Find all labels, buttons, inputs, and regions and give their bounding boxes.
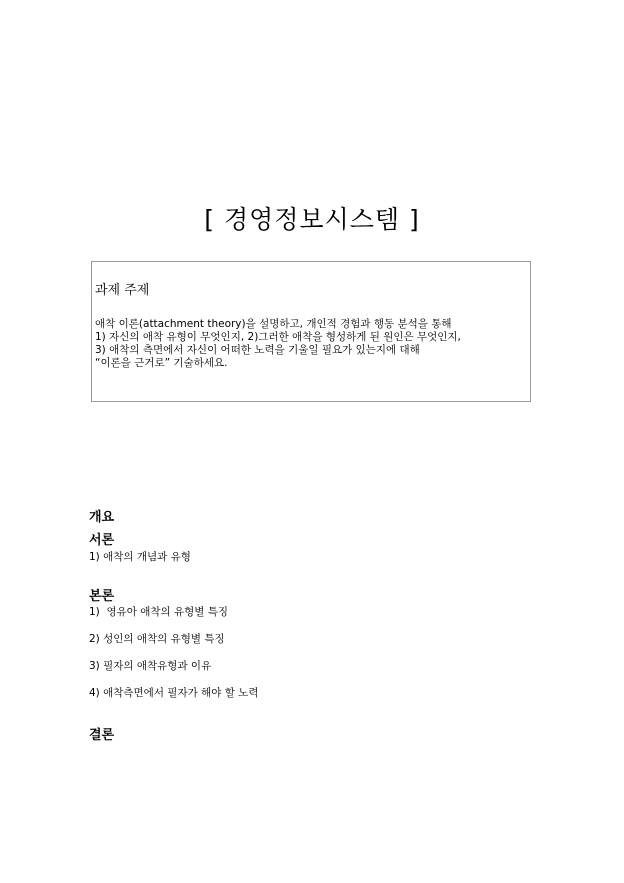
body-heading: 본론 <box>89 589 115 604</box>
topic-line-4: “이론을 근거로” 기술하세요. <box>95 357 228 369</box>
conclusion-heading: 결론 <box>89 728 115 743</box>
body-item-3: 3) 필자의 애착유형과 이유 <box>89 660 212 672</box>
body-item-1: 1) 영유아 애착의 유형별 특징 <box>89 606 229 618</box>
intro-item-1: 1) 애착의 개념과 유형 <box>89 551 191 563</box>
document-title: [ 경영정보시스템 ] <box>204 205 420 234</box>
topic-description <box>95 318 461 370</box>
topic-line-1: 애착 이론(attachment theory)을 설명하고, 개인적 경험과 행동 분석을 통해 <box>95 318 452 330</box>
overview-heading: 개요 <box>89 510 115 525</box>
body-item-4: 4) 애착측면에서 필자가 해야 할 노력 <box>89 687 259 699</box>
topic-heading: 과제 주제 <box>95 283 150 298</box>
assignment-topic-box <box>91 261 531 402</box>
topic-line-2: 1) 자신의 애착 유형이 무엇인지, 2)그러한 애착을 형성하게 된 원인은 무엇인지, <box>95 331 461 343</box>
topic-line-3: 3) 애착의 측면에서 자신이 어떠한 노력을 기울일 필요가 있는지에 대해 <box>95 344 420 356</box>
intro-heading: 서론 <box>89 533 115 548</box>
body-item-2: 2) 성인의 애착의 유형별 특징 <box>89 633 225 645</box>
